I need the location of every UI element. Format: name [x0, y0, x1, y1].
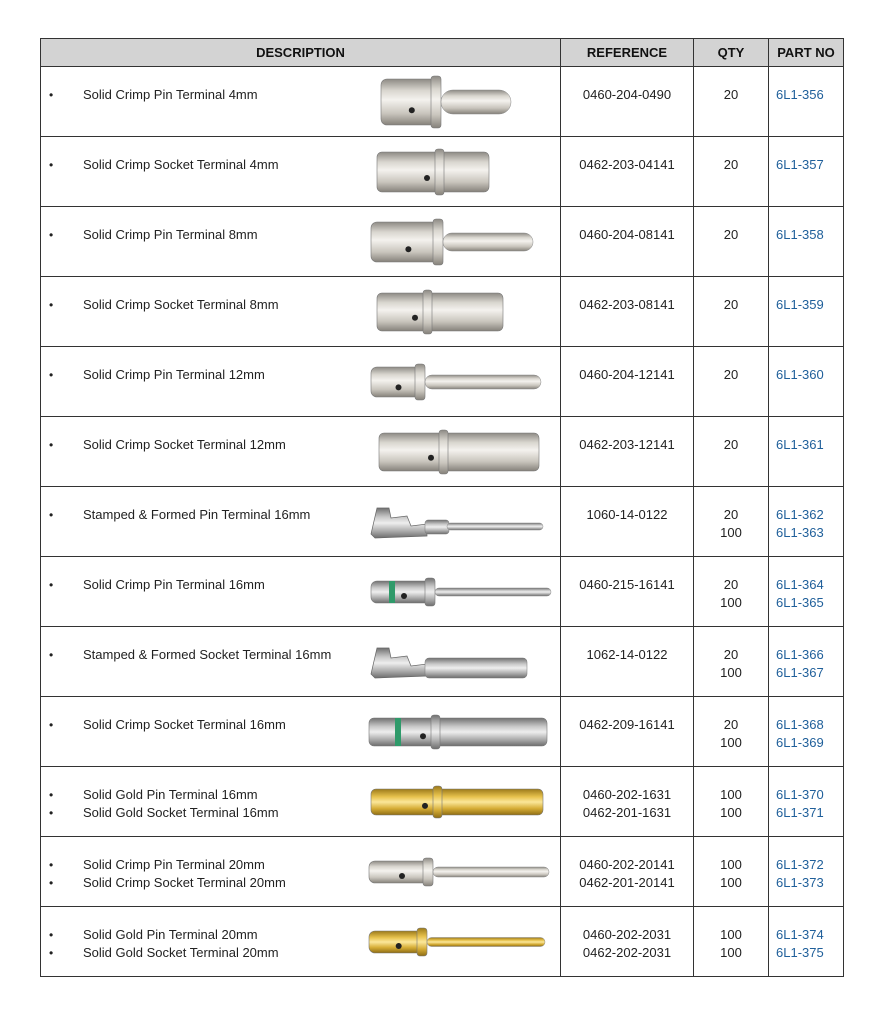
qty-cell	[694, 697, 769, 767]
qty-value: 20	[723, 367, 739, 382]
part-no-cell	[769, 417, 844, 487]
table-row	[41, 767, 844, 837]
part-number-link[interactable]: 6L1-369	[776, 735, 824, 750]
part-number-link[interactable]: 6L1-359	[776, 297, 824, 312]
terminal-image	[367, 915, 557, 969]
bullet: •	[49, 438, 54, 452]
qty-cell	[694, 67, 769, 137]
reference-value: 0460-215-16141	[579, 577, 675, 592]
part-number-link[interactable]: 6L1-361	[776, 437, 824, 452]
table-row	[41, 67, 844, 137]
terminal-image	[367, 705, 557, 759]
header-qty: QTY	[694, 39, 769, 67]
part-number-link[interactable]: 6L1-364	[776, 577, 824, 592]
bullet: •	[49, 876, 54, 890]
description-cell	[41, 487, 561, 557]
qty-value: 100	[720, 787, 742, 802]
description-cell	[41, 67, 561, 137]
qty-value: 100	[720, 595, 742, 610]
bullet: •	[49, 578, 54, 592]
terminal-image	[367, 75, 557, 129]
qty-value: 20	[723, 717, 739, 732]
bullet: •	[49, 158, 54, 172]
terminal-image	[367, 495, 557, 549]
reference-value: 1062-14-0122	[586, 647, 668, 662]
qty-value: 100	[720, 525, 742, 540]
part-number-link[interactable]: 6L1-357	[776, 157, 824, 172]
reference-value: 0460-204-08141	[579, 227, 675, 242]
terminal-image	[367, 145, 557, 199]
description-line	[41, 156, 361, 174]
description-text: Solid Gold Pin Terminal 20mm	[83, 927, 258, 942]
reference-value: 0462-203-04141	[579, 157, 675, 172]
description-text: Solid Gold Pin Terminal 16mm	[83, 787, 258, 802]
bullet: •	[49, 718, 54, 732]
table-row	[41, 557, 844, 627]
reference-value: 0460-202-1631	[582, 787, 672, 802]
bullet: •	[49, 788, 54, 802]
part-number-link[interactable]: 6L1-370	[776, 787, 824, 802]
table-row	[41, 627, 844, 697]
description-cell	[41, 767, 561, 837]
description-text: Solid Crimp Pin Terminal 8mm	[83, 227, 258, 242]
description-line	[41, 874, 361, 892]
bullet: •	[49, 508, 54, 522]
description-text: Solid Crimp Pin Terminal 12mm	[83, 367, 265, 382]
part-number-link[interactable]: 6L1-362	[776, 507, 824, 522]
description-line	[41, 646, 361, 664]
qty-cell	[694, 417, 769, 487]
part-no-cell	[769, 767, 844, 837]
table-row	[41, 277, 844, 347]
part-number-link[interactable]: 6L1-367	[776, 665, 824, 680]
header-part-no: PART NO	[769, 39, 844, 67]
description-text: Solid Crimp Socket Terminal 8mm	[83, 297, 279, 312]
reference-value: 0462-201-20141	[579, 875, 675, 890]
header-reference: REFERENCE	[561, 39, 694, 67]
reference-cell	[561, 907, 694, 977]
description-cell	[41, 347, 561, 417]
table-row	[41, 137, 844, 207]
reference-value: 0462-202-2031	[582, 945, 672, 960]
part-number-link[interactable]: 6L1-374	[776, 927, 824, 942]
reference-cell	[561, 417, 694, 487]
reference-value: 0460-204-0490	[582, 87, 672, 102]
qty-cell	[694, 487, 769, 557]
description-text: Solid Gold Socket Terminal 16mm	[83, 805, 279, 820]
reference-value: 0462-201-1631	[582, 805, 672, 820]
reference-value: 0460-202-20141	[579, 857, 675, 872]
part-number-link[interactable]: 6L1-366	[776, 647, 824, 662]
description-cell	[41, 417, 561, 487]
part-number-link[interactable]: 6L1-373	[776, 875, 824, 890]
description-line	[41, 506, 361, 524]
table-row	[41, 347, 844, 417]
part-no-cell	[769, 277, 844, 347]
qty-value: 20	[723, 577, 739, 592]
qty-value: 100	[720, 927, 742, 942]
table-row	[41, 837, 844, 907]
qty-value: 20	[723, 157, 739, 172]
qty-cell	[694, 907, 769, 977]
reference-value: 0462-203-08141	[579, 297, 675, 312]
terminal-image	[367, 565, 557, 619]
part-no-cell	[769, 837, 844, 907]
terminal-image	[367, 355, 557, 409]
part-number-link[interactable]: 6L1-365	[776, 595, 824, 610]
bullet: •	[49, 946, 54, 960]
description-text: Solid Crimp Socket Terminal 16mm	[83, 717, 286, 732]
description-text: Solid Crimp Pin Terminal 16mm	[83, 577, 265, 592]
description-line	[41, 366, 361, 384]
qty-value: 100	[720, 805, 742, 820]
part-number-link[interactable]: 6L1-363	[776, 525, 824, 540]
description-cell	[41, 207, 561, 277]
bullet: •	[49, 858, 54, 872]
qty-cell	[694, 137, 769, 207]
description-text: Solid Crimp Socket Terminal 12mm	[83, 437, 286, 452]
description-cell	[41, 627, 561, 697]
description-line	[41, 86, 361, 104]
description-line	[41, 576, 361, 594]
terminal-parts-table	[40, 38, 844, 977]
bullet: •	[49, 648, 54, 662]
qty-cell	[694, 277, 769, 347]
part-number-link[interactable]: 6L1-360	[776, 367, 824, 382]
table-row	[41, 207, 844, 277]
qty-value: 100	[720, 857, 742, 872]
reference-value: 0460-202-2031	[582, 927, 672, 942]
terminal-image	[367, 775, 557, 829]
reference-cell	[561, 137, 694, 207]
description-line	[41, 856, 361, 874]
description-cell	[41, 837, 561, 907]
description-line	[41, 226, 361, 244]
terminal-image	[367, 635, 557, 689]
description-line	[41, 944, 361, 962]
description-text: Solid Crimp Socket Terminal 20mm	[83, 875, 286, 890]
qty-value: 20	[723, 437, 739, 452]
reference-cell	[561, 767, 694, 837]
description-text: Solid Gold Socket Terminal 20mm	[83, 945, 279, 960]
description-cell	[41, 557, 561, 627]
description-text: Stamped & Formed Pin Terminal 16mm	[83, 507, 311, 522]
reference-cell	[561, 837, 694, 907]
reference-value: 0460-204-12141	[579, 367, 675, 382]
reference-cell	[561, 557, 694, 627]
reference-cell	[561, 207, 694, 277]
description-line	[41, 804, 361, 822]
description-cell	[41, 277, 561, 347]
header-description: DESCRIPTION	[41, 39, 561, 67]
part-no-cell	[769, 207, 844, 277]
bullet: •	[49, 368, 54, 382]
qty-cell	[694, 557, 769, 627]
part-no-cell	[769, 347, 844, 417]
qty-value: 20	[723, 227, 739, 242]
description-line	[41, 296, 361, 314]
qty-value: 100	[720, 665, 742, 680]
part-number-link[interactable]: 6L1-356	[776, 87, 824, 102]
description-line	[41, 786, 361, 804]
qty-value: 20	[723, 507, 739, 522]
description-line	[41, 716, 361, 734]
description-text: Solid Crimp Pin Terminal 20mm	[83, 857, 265, 872]
qty-value: 20	[723, 647, 739, 662]
bullet: •	[49, 928, 54, 942]
table-row	[41, 417, 844, 487]
reference-cell	[561, 487, 694, 557]
table-header-row	[41, 39, 844, 67]
reference-cell	[561, 347, 694, 417]
part-no-cell	[769, 907, 844, 977]
bullet: •	[49, 298, 54, 312]
bullet: •	[49, 88, 54, 102]
table-row	[41, 907, 844, 977]
qty-value: 100	[720, 945, 742, 960]
qty-value: 20	[723, 87, 739, 102]
terminal-image	[367, 845, 557, 899]
part-no-cell	[769, 487, 844, 557]
part-number-link[interactable]: 6L1-375	[776, 945, 824, 960]
description-text: Solid Crimp Socket Terminal 4mm	[83, 157, 279, 172]
part-number-link[interactable]: 6L1-372	[776, 857, 824, 872]
table-row	[41, 487, 844, 557]
description-cell	[41, 907, 561, 977]
description-text: Stamped & Formed Socket Terminal 16mm	[83, 647, 332, 662]
description-cell	[41, 697, 561, 767]
description-text: Solid Crimp Pin Terminal 4mm	[83, 87, 258, 102]
part-no-cell	[769, 627, 844, 697]
part-number-link[interactable]: 6L1-368	[776, 717, 824, 732]
qty-cell	[694, 347, 769, 417]
terminal-image	[367, 215, 557, 269]
reference-value: 1060-14-0122	[586, 507, 668, 522]
part-no-cell	[769, 557, 844, 627]
description-cell	[41, 137, 561, 207]
qty-cell	[694, 767, 769, 837]
reference-cell	[561, 697, 694, 767]
description-line	[41, 926, 361, 944]
part-no-cell	[769, 137, 844, 207]
part-number-link[interactable]: 6L1-371	[776, 805, 824, 820]
reference-cell	[561, 277, 694, 347]
part-no-cell	[769, 697, 844, 767]
qty-cell	[694, 627, 769, 697]
bullet: •	[49, 806, 54, 820]
terminal-image	[367, 285, 557, 339]
qty-cell	[694, 837, 769, 907]
terminal-image	[367, 425, 557, 479]
reference-cell	[561, 67, 694, 137]
bullet: •	[49, 228, 54, 242]
qty-value: 100	[720, 735, 742, 750]
description-line	[41, 436, 361, 454]
qty-value: 20	[723, 297, 739, 312]
part-number-link[interactable]: 6L1-358	[776, 227, 824, 242]
qty-cell	[694, 207, 769, 277]
reference-value: 0462-203-12141	[579, 437, 675, 452]
table-row	[41, 697, 844, 767]
part-no-cell	[769, 67, 844, 137]
reference-value: 0462-209-16141	[579, 717, 675, 732]
qty-value: 100	[720, 875, 742, 890]
reference-cell	[561, 627, 694, 697]
